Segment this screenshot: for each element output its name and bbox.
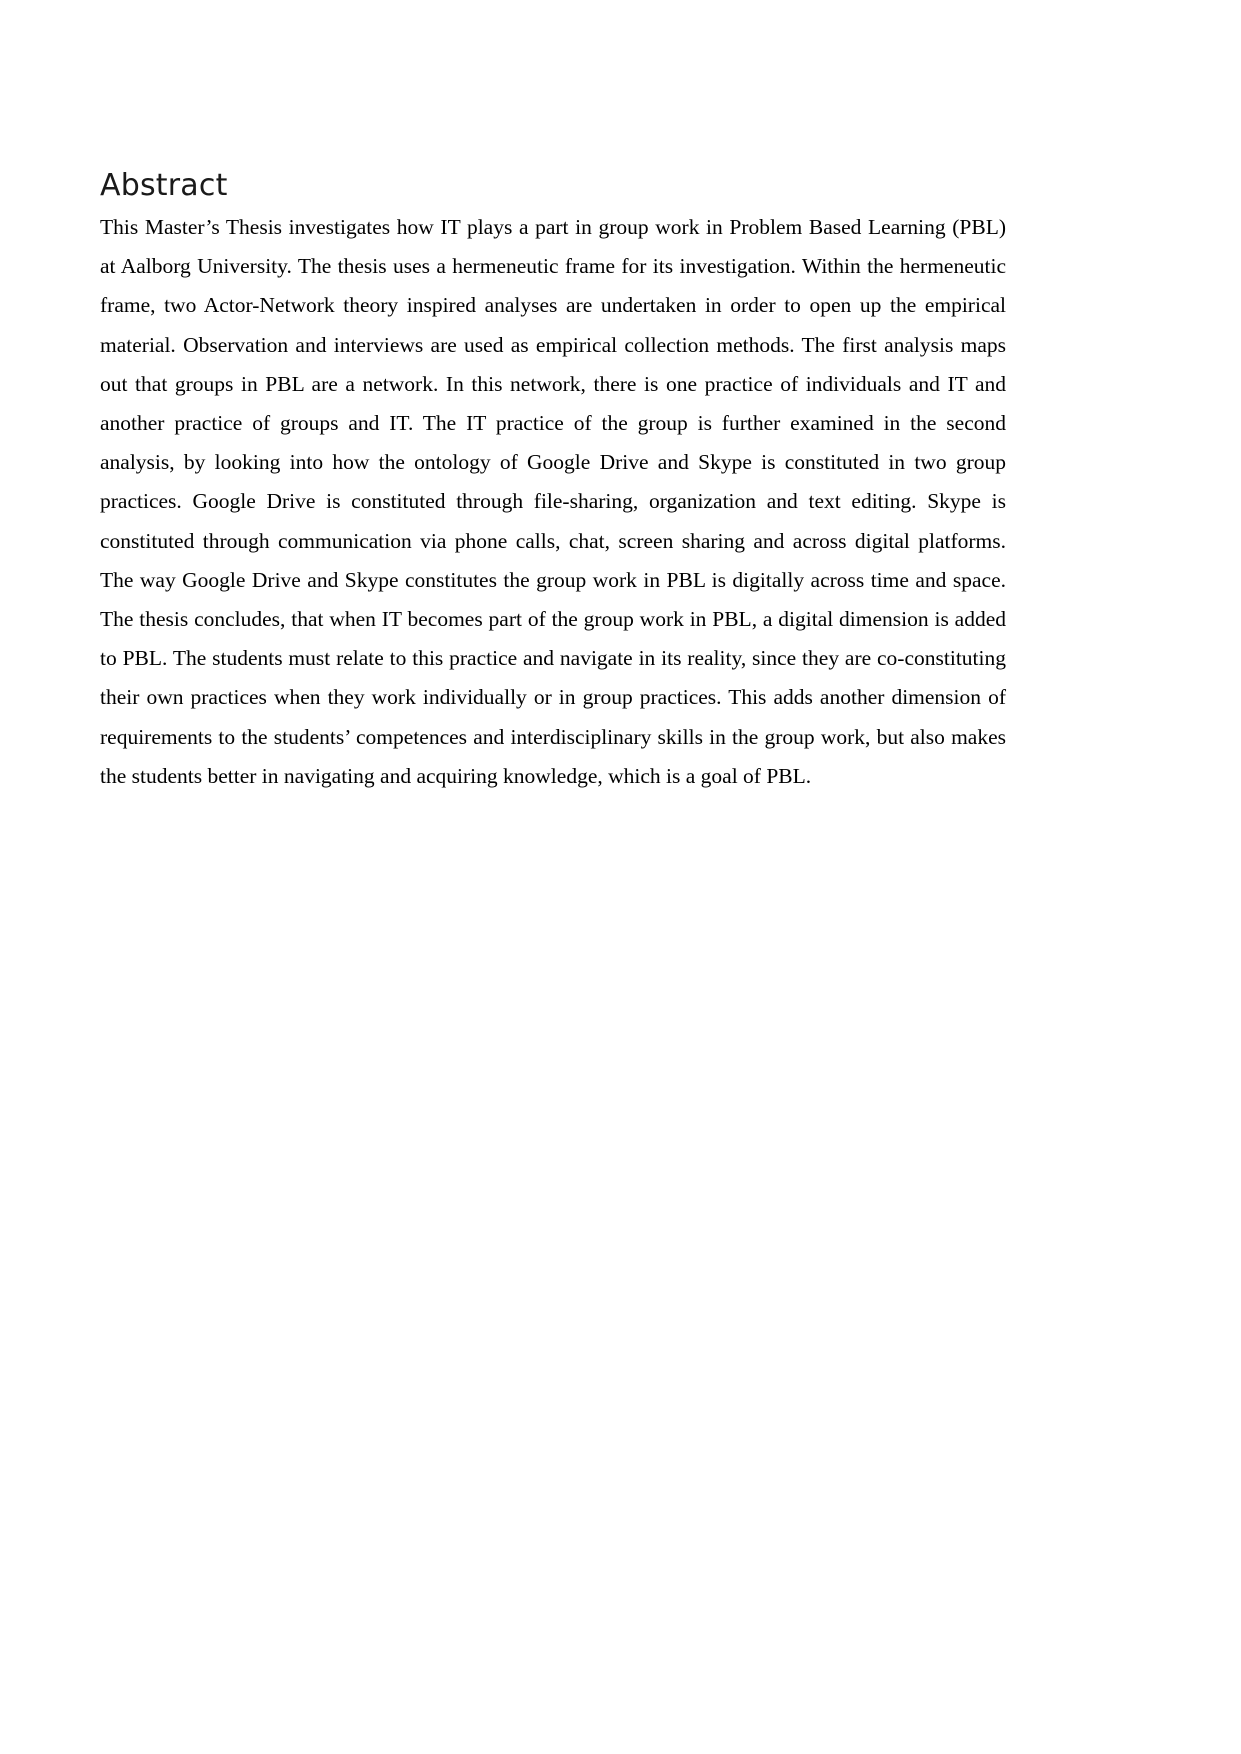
abstract-section bbox=[100, 166, 1006, 796]
abstract-paragraph: This Master’s Thesis investigates how IT plays a part in group work in Problem Based Learning (PBL) at Aalborg University. The thesis uses a hermeneutic frame for its investigation. Within the hermeneutic frame, two Actor-Network theory inspired analyses are undertaken in order to open up the empirical material. Observation and interviews are used as empirical collection methods. The first analysis maps out that groups in PBL are a network. In this network, there is one practice of individuals and IT and another practice of groups and IT. The IT practice of the group is further examined in the second analysis, by looking into how the ontology of Google Drive and Skype is constituted in two group practices. Google Drive is constituted through file-sharing, organization and text editing. Skype is constituted through communication via phone calls, chat, screen sharing and across digital platforms. The way Google Drive and Skype constitutes the group work in PBL is digitally across time and space. The thesis concludes, that when IT becomes part of the group work in PBL, a digital dimension is added to PBL. The students must relate to this practice and navigate in its reality, since they are co-constituting their own practices when they work individually or in group practices. This adds another dimension of requirements to the students’ competences and interdisciplinary skills in the group work, but also makes the students better in navigating and acquiring knowledge, which is a goal of PBL. bbox=[100, 215, 1006, 788]
page-title: Abstract bbox=[100, 168, 228, 203]
